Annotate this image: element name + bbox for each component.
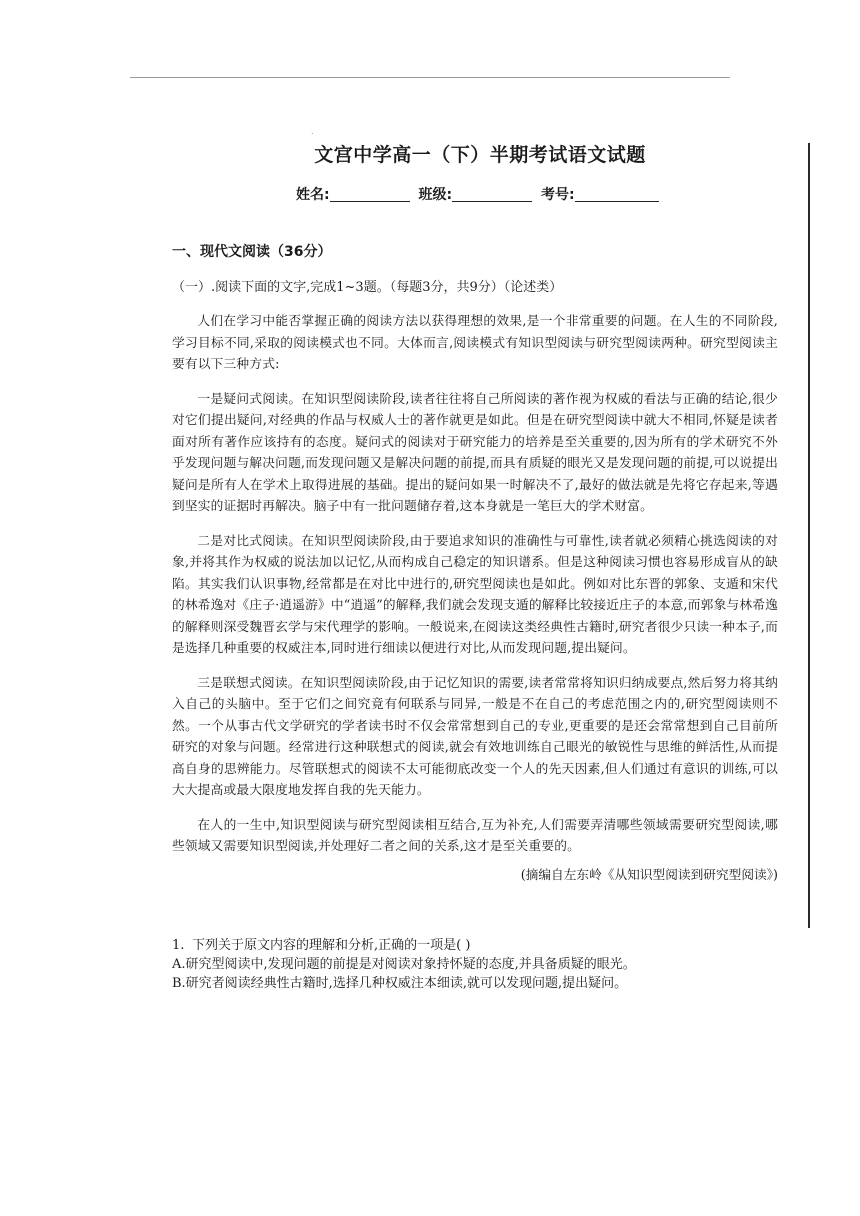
reading-passage: [172, 310, 778, 885]
passage-paragraph: 二是对比式阅读。在知识型阅读阶段,由于要追求知识的准确性与可靠性,读者就必须精心挑选阅读的对象,并将其作为权威的说法加以记忆,从而构成自己稳定的知识谱系。但是这种阅读习惯也容易形成盲从的缺陷。其实我们认识事物,经常都是在对比中进行的,研究型阅读也是如此。例如对比东晋的郭象、支遁和宋代的林希逸对《庄子·逍遥游》中“逍遥”的解释,我们就会发现支遁的解释比较接近庄子的本意,而郭象与林希逸的解释则深受魏晋玄学与宋代理学的影响。一般说来,在阅读这类经典性古籍时,研究者很少只读一种本子,而是选择几种重要的权威注本,同时进行细读以便进行对比,从而发现问题,提出疑问。: [172, 532, 779, 655]
question-1: [172, 936, 782, 993]
question-stem-line: [172, 936, 782, 955]
question-stem: 下列关于原文内容的理解和分析,正确的一项是( ): [192, 938, 471, 953]
reading-instruction: （一）.阅读下面的文字,完成1~3题。（每题3分，共9分）（论述类）: [172, 280, 563, 295]
class-label: 班级:: [418, 187, 453, 203]
exam-number-label: 考号:: [540, 187, 575, 203]
name-label: 姓名:: [296, 187, 330, 203]
passage-source: (摘编自左东岭《从知识型阅读到研究型阅读》): [520, 866, 778, 882]
top-rule: [130, 77, 730, 78]
passage-paragraph: 三是联想式阅读。在知识型阅读阶段,由于记忆知识的需要,读者常常将知识归纳成要点,然后努力将其纳入自己的头脑中。至于它们之间究竟有何联系与同异,一般是不在自己的考虑范围之内的,研究型阅读则不然。一个从事古代文学研究的学者读书时不仅会常常想到自己的专业,更重要的是还会常常想到自己目前所研究的对象与问题。经常进行这种联想式的阅读,就会有效地训练自己眼光的敏锐性与思维的鲜活性,从而提高自身的思辨能力。尽管联想式的阅读不太可能彻底改变一个人的先天因素,但人们通过有意识的训练,可以大大提高或最大限度地发挥自我的先天能力。: [172, 674, 778, 797]
scan-dot: .: [311, 127, 314, 136]
question-number: 1.: [172, 938, 185, 953]
option-b[interactable]: B.研究者阅读经典性古籍时,选择几种权威注本细读,就可以发现问题,提出疑问。: [172, 976, 628, 991]
section-heading: 一、现代文阅读（36分）: [172, 244, 332, 260]
name-blank[interactable]: [330, 187, 410, 202]
passage-paragraph: 人们在学习中能否掌握正确的阅读方法以获得理想的效果,是一个非常重要的问题。在人生的不同阶段,学习目标不同,采取的阅读模式也不同。大体而言,阅读模式有知识型阅读与研究型阅读两种。研究型阅读主要有以下三种方式:: [172, 313, 778, 371]
student-info: [296, 184, 676, 204]
option-a[interactable]: A.研究型阅读中,发现问题的前提是对阅读对象持怀疑的态度,并具备质疑的眼光。: [172, 957, 636, 972]
exam-title: 文宫中学高一（下）半期考试语文试题: [314, 144, 646, 166]
margin-bar: [808, 143, 810, 928]
passage-paragraph: 在人的一生中,知识型阅读与研究型阅读相互结合,互为补充,人们需要弄清哪些领域需要研究型阅读,哪些领域又需要知识型阅读,并处理好二者之间的关系,这才是至关重要的。: [172, 816, 778, 853]
passage-paragraph: 一是疑问式阅读。在知识型阅读阶段,读者往往将自己所阅读的著作视为权威的看法与正确的结论,很少对它们提出疑问,对经典的作品与权威人士的著作就更是如此。但是在研究型阅读中就大不相同,怀疑是读者面对所有著作应该持有的态度。疑问式的阅读对于研究能力的培养是至关重要的,因为所有的学术研究不外乎发现问题与解决问题,而发现问题又是解决问题的前提,而具有质疑的眼光又是发现问题的前提,可以说提出疑问是所有人在学术上取得进展的基础。提出的疑问如果一时解决不了,最好的做法就是先将它存起来,等遇到坚实的证据时再解决。脑子中有一批问题储存着,这本身就是一笔巨大的学术财富。: [172, 390, 778, 513]
class-blank[interactable]: [452, 187, 532, 202]
exam-number-blank[interactable]: [575, 187, 659, 202]
